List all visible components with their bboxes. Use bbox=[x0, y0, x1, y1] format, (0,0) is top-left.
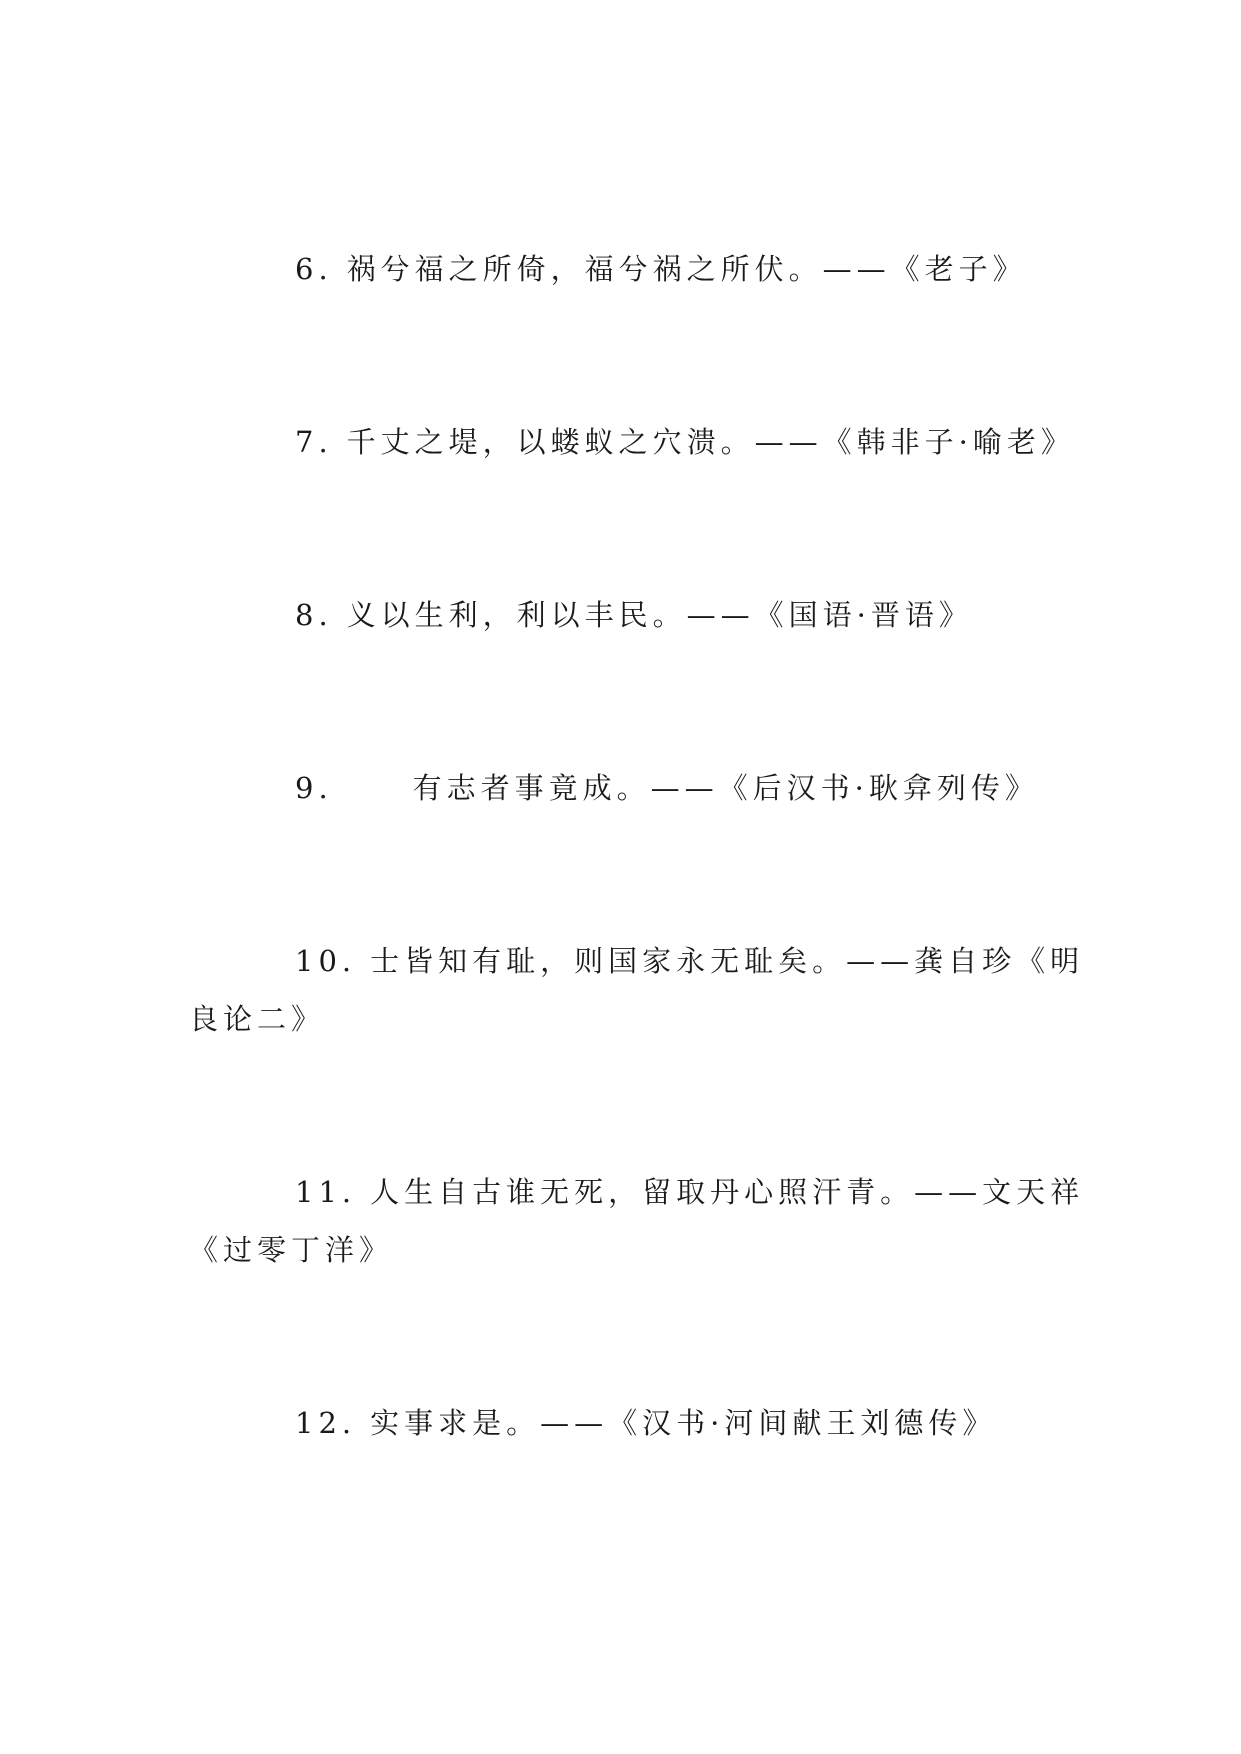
quote-number: 7. bbox=[295, 425, 333, 459]
quote-number: 6. bbox=[295, 252, 333, 286]
quote-text: 实事求是。——《汉书·河间献王刘德传》 bbox=[370, 1406, 997, 1440]
quote-text: 千丈之堤，以蝼蚁之穴溃。——《韩非子·喻老》 bbox=[346, 425, 1075, 459]
quote-number: 9. bbox=[295, 771, 333, 805]
quote-text: 义以生利，利以丰民。——《国语·晋语》 bbox=[346, 598, 973, 632]
quote-text-continuation: 良论二》 bbox=[189, 1002, 326, 1036]
quote-text: 祸兮福之所倚，福兮祸之所伏。——《老子》 bbox=[346, 252, 1027, 286]
quote-text-continuation: 《过零丁洋》 bbox=[189, 1233, 394, 1267]
quote-text: 有志者事竟成。——《后汉书·耿弇列传》 bbox=[412, 771, 1039, 805]
quote-number: 8. bbox=[295, 598, 333, 632]
quote-number: 12. bbox=[295, 1406, 357, 1440]
quote-number: 11. bbox=[295, 1175, 357, 1209]
quote-text: 士皆知有耻，则国家永无耻矣。——龚自珍《明 bbox=[370, 944, 1085, 978]
quote-text: 人生自古谁无死，留取丹心照汗青。——文天祥 bbox=[370, 1175, 1085, 1209]
quote-number: 10. bbox=[295, 944, 357, 978]
